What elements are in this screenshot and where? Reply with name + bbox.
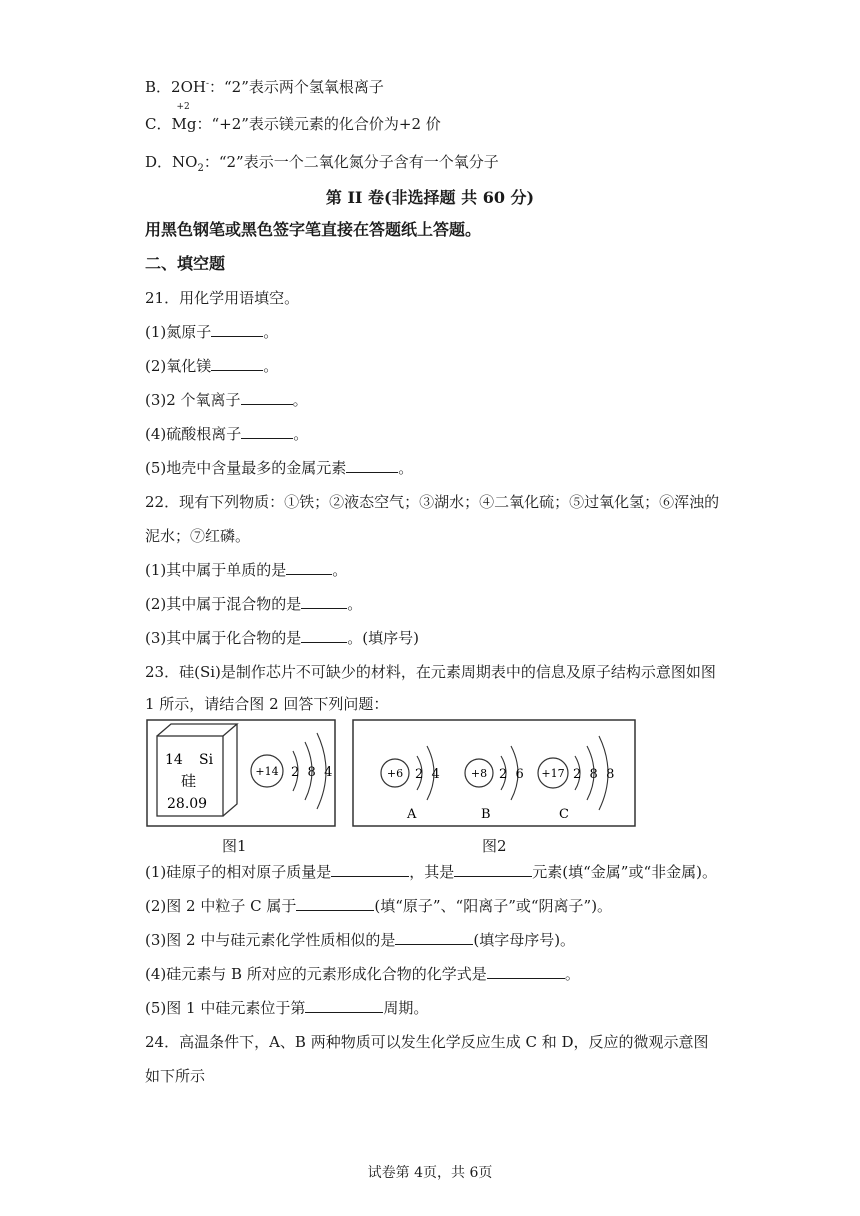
- figure-1-caption: 图1: [222, 837, 247, 855]
- answer-blank[interactable]: [454, 862, 532, 877]
- section-heading: 二、填空题: [145, 254, 226, 273]
- answer-blank[interactable]: [487, 964, 565, 979]
- q23-sub-5: (5)图 1 中硅元素位于第 周期。: [145, 999, 429, 1017]
- answer-blank[interactable]: [301, 594, 347, 609]
- answer-blank[interactable]: [331, 862, 409, 877]
- q21-item-4: (4)硫酸根离子 。: [145, 425, 309, 443]
- option-d: D．$NO_2$：“2”表示一个二氧化氮分子含有一个氧分子: [145, 153, 499, 174]
- svg-text:2 4: 2 4: [415, 767, 440, 782]
- q22-stem-1: 22．现有下列物质：①铁；②液态空气；③湖水；④二氧化硫；⑤过氧化氢；⑥浑浊的: [145, 493, 720, 511]
- element-name: 硅: [181, 772, 197, 790]
- svg-text:2 8 8: 2 8 8: [573, 767, 615, 782]
- answer-blank[interactable]: [241, 390, 293, 405]
- q21-item-5: (5)地壳中含量最多的金属元素 。: [145, 459, 414, 477]
- svg-text:+17: +17: [541, 767, 565, 780]
- section-instruction: 用黑色钢笔或黑色签字笔直接在答题纸上答题。: [145, 220, 482, 239]
- q23-sub-2: (2)图 2 中粒子 C 属于 (填“原子”、“阳离子”或“阴离子”)。: [145, 897, 613, 915]
- q21-item-1: (1)氮原子 。: [145, 323, 279, 341]
- q24-stem-2: 如下所示: [145, 1067, 206, 1085]
- page-footer: 试卷第 4页，共 6页: [367, 1165, 493, 1181]
- svg-text:+14: +14: [255, 765, 279, 778]
- q24-stem-1: 24．高温条件下，A、B 两种物质可以发生化学反应生成 C 和 D，反应的微观示意图: [145, 1033, 709, 1051]
- answer-blank[interactable]: [395, 930, 473, 945]
- answer-blank[interactable]: [211, 356, 263, 371]
- q23-sub-1: (1)硅原子的相对原子质量是 ，其是 元素(填“金属”或“非金属)。: [145, 863, 717, 881]
- q22-item-2: (2)其中属于混合物的是 。: [145, 595, 363, 613]
- figure-2-caption: 图2: [482, 837, 507, 855]
- atom-label-c: C: [559, 807, 569, 822]
- mg-valence: +2 Mg: [171, 102, 197, 133]
- atom-label-a: A: [407, 807, 417, 822]
- answer-blank[interactable]: [301, 628, 347, 643]
- answer-blank[interactable]: [211, 322, 263, 337]
- answer-blank[interactable]: [296, 896, 374, 911]
- q21-item-2: (2)氧化镁 。: [145, 357, 279, 375]
- element-symbol: Si: [199, 752, 214, 768]
- q21-item-3: (3)2 个氧离子 。: [145, 391, 308, 409]
- option-b: B．2OH-：“2”表示两个氢氧根离子: [145, 78, 384, 96]
- svg-text:+8: +8: [470, 767, 488, 780]
- q23-sub-4: (4)硅元素与 B 所对应的元素形成化合物的化学式是 。: [145, 965, 580, 983]
- answer-blank[interactable]: [305, 998, 383, 1013]
- atom-label-b: B: [481, 807, 491, 822]
- q23-stem-2: 1 所示，请结合图 2 回答下列问题：: [145, 695, 389, 713]
- q21-stem: 21．用化学用语填空。: [145, 289, 300, 307]
- svg-text:2 6: 2 6: [499, 767, 524, 782]
- shell-electrons: 2 8 4: [291, 765, 333, 780]
- atom-structure-figures: [145, 718, 637, 830]
- answer-blank[interactable]: [346, 458, 398, 473]
- atomic-mass: 28.09: [167, 796, 208, 812]
- q22-stem-2: 泥水；⑦红磷。: [145, 527, 251, 545]
- q22-item-3: (3)其中属于化合物的是 。(填序号): [145, 629, 419, 647]
- q22-item-1: (1)其中属于单质的是 。: [145, 561, 348, 579]
- q23-stem-1: 23．硅(Si)是制作芯片不可缺少的材料，在元素周期表中的信息及原子结构示意图如图: [145, 663, 716, 681]
- atomic-number: 14: [165, 752, 183, 768]
- svg-text:+6: +6: [386, 767, 404, 780]
- answer-blank[interactable]: [286, 560, 332, 575]
- answer-blank[interactable]: [241, 424, 293, 439]
- option-c: C． +2 Mg：“+2”表示镁元素的化合价为+2 价: [145, 102, 441, 133]
- q23-sub-3: (3)图 2 中与硅元素化学性质相似的是 (填字母序号)。: [145, 931, 576, 949]
- section-title: 第 II 卷(非选择题 共 60 分): [325, 188, 535, 207]
